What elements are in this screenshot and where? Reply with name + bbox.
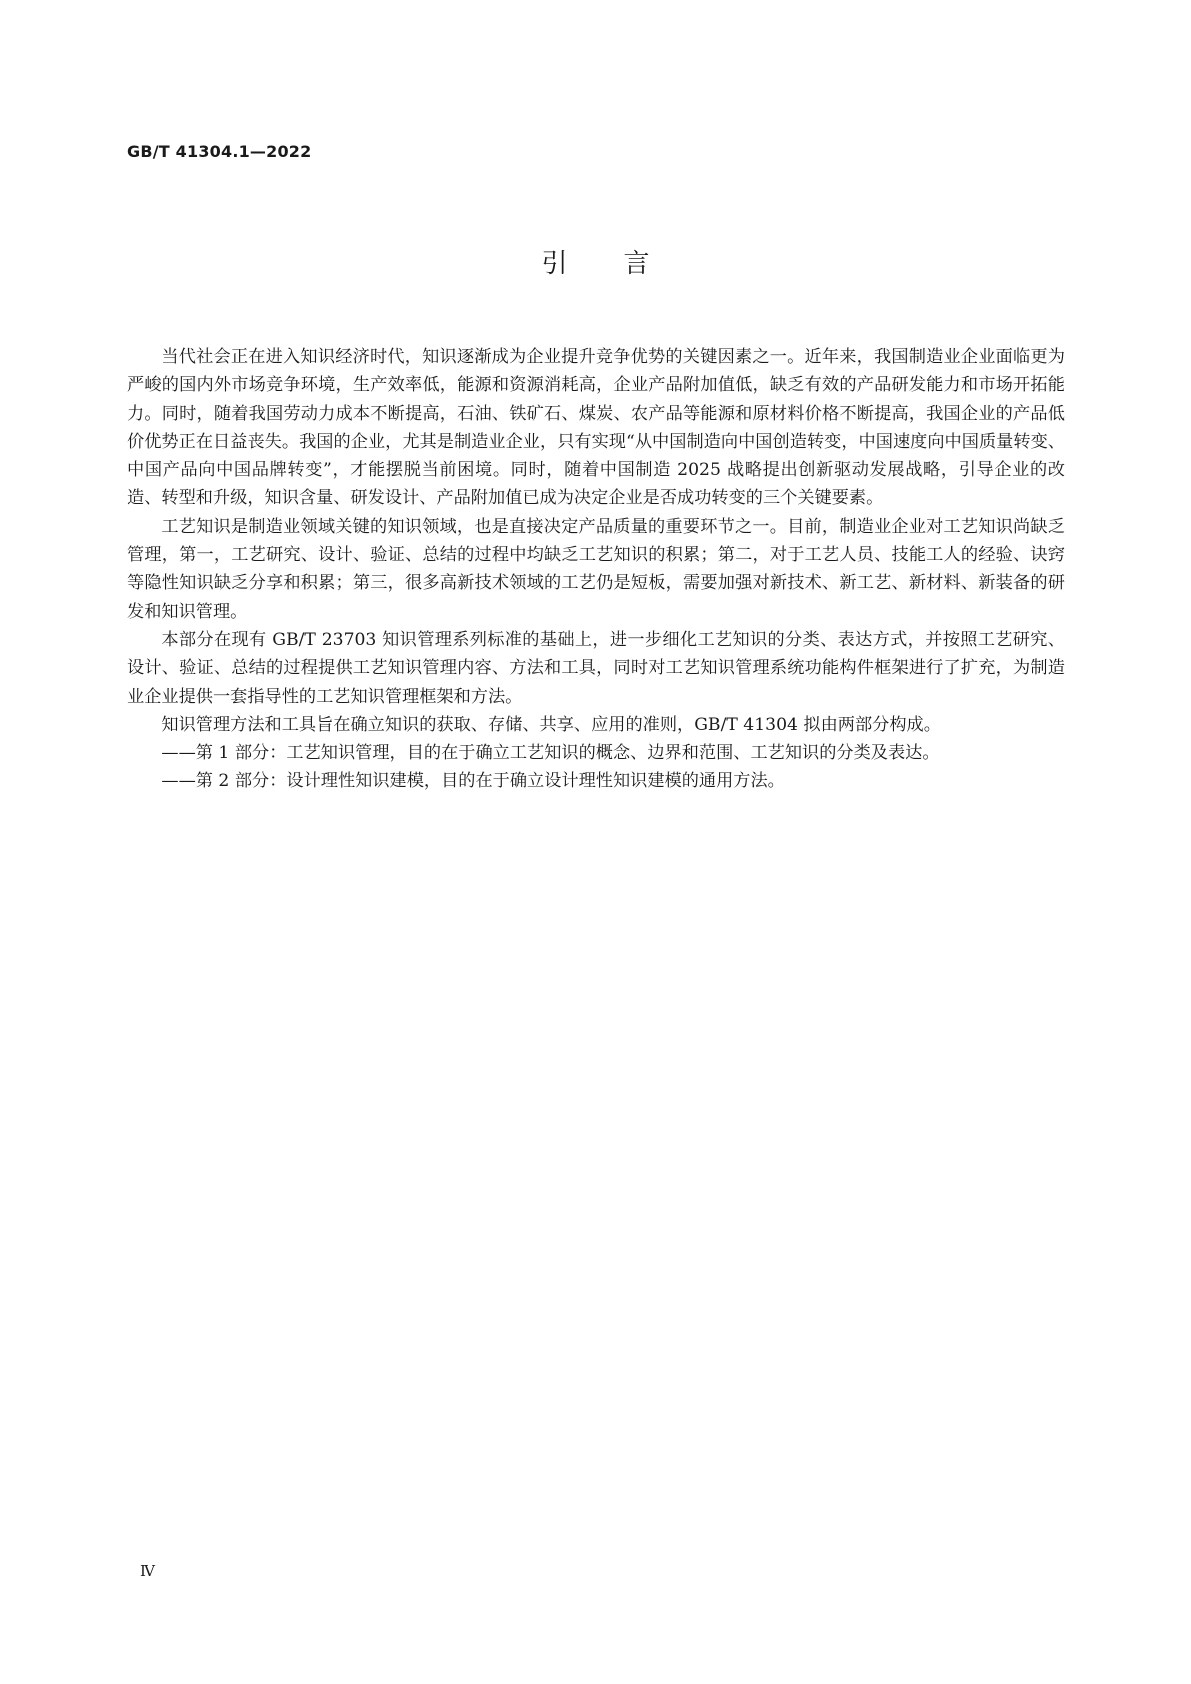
paragraph: 工艺知识是制造业领域关键的知识领域，也是直接决定产品质量的重要环节之一。目前，制造业企业对工艺知识尚缺乏管理，第一，工艺研究、设计、验证、总结的过程中均缺乏工艺知识的积累；第二，对于工艺人员、技能工人的经验、诀窍等隐性知识缺乏分享和积累；第三，很多高新技术领域的工艺仍是短板，需要加强对新技术、新工艺、新材料、新装备的研发和知识管理。 <box>127 516 1065 622</box>
standard-code: GB/T 41304.1—2022 <box>127 142 312 161</box>
list-item: ——第 1 部分：工艺知识管理，目的在于确立工艺知识的概念、边界和范围、工艺知识的分类及表达。 <box>161 743 940 764</box>
paragraph: 知识管理方法和工具旨在确立知识的获取、存储、共享、应用的准则，GB/T 41304 拟由两部分构成。 <box>161 714 941 735</box>
paragraph: 当代社会正在进入知识经济时代，知识逐渐成为企业提升竞争优势的关键因素之一。近年来，我国制造业企业面临更为严峻的国内外市场竞争环境，生产效率低，能源和资源消耗高，企业产品附加值低，缺乏有效的产品研发能力和市场开拓能力。同时，随着我国劳动力成本不断提高，石油、铁矿石、煤炭、农产品等能源和原材料价格不断提高，我国企业的产品低价优势正在日益丧失。我国的企业，尤其是制造业企业，只有实现“从中国制造向中国创造转变，中国速度向中国质量转变、中国产品向中国品牌转变”，才能摆脱当前困境。同时，随着中国制造 2025 战略提出创新驱动发展战略，引导企业的改造、转型和升级，知识含量、研发设计、产品附加值已成为决定企业是否成功转变的三个关键要素。 <box>127 347 1065 509</box>
page-number: Ⅳ <box>140 1562 155 1580</box>
paragraph: 本部分在现有 GB/T 23703 知识管理系列标准的基础上，进一步细化工艺知识的分类、表达方式，并按照工艺研究、设计、验证、总结的过程提供工艺知识管理内容、方法和工具，同时对工艺知识管理系统功能构件框架进行了扩充，为制造业企业提供一套指导性的工艺知识管理框架和方法。 <box>127 629 1065 707</box>
document-body <box>127 343 1065 796</box>
section-title: 引言 <box>541 249 706 279</box>
list-item: ——第 2 部分：设计理性知识建模，目的在于确立设计理性知识建模的通用方法。 <box>161 771 785 792</box>
